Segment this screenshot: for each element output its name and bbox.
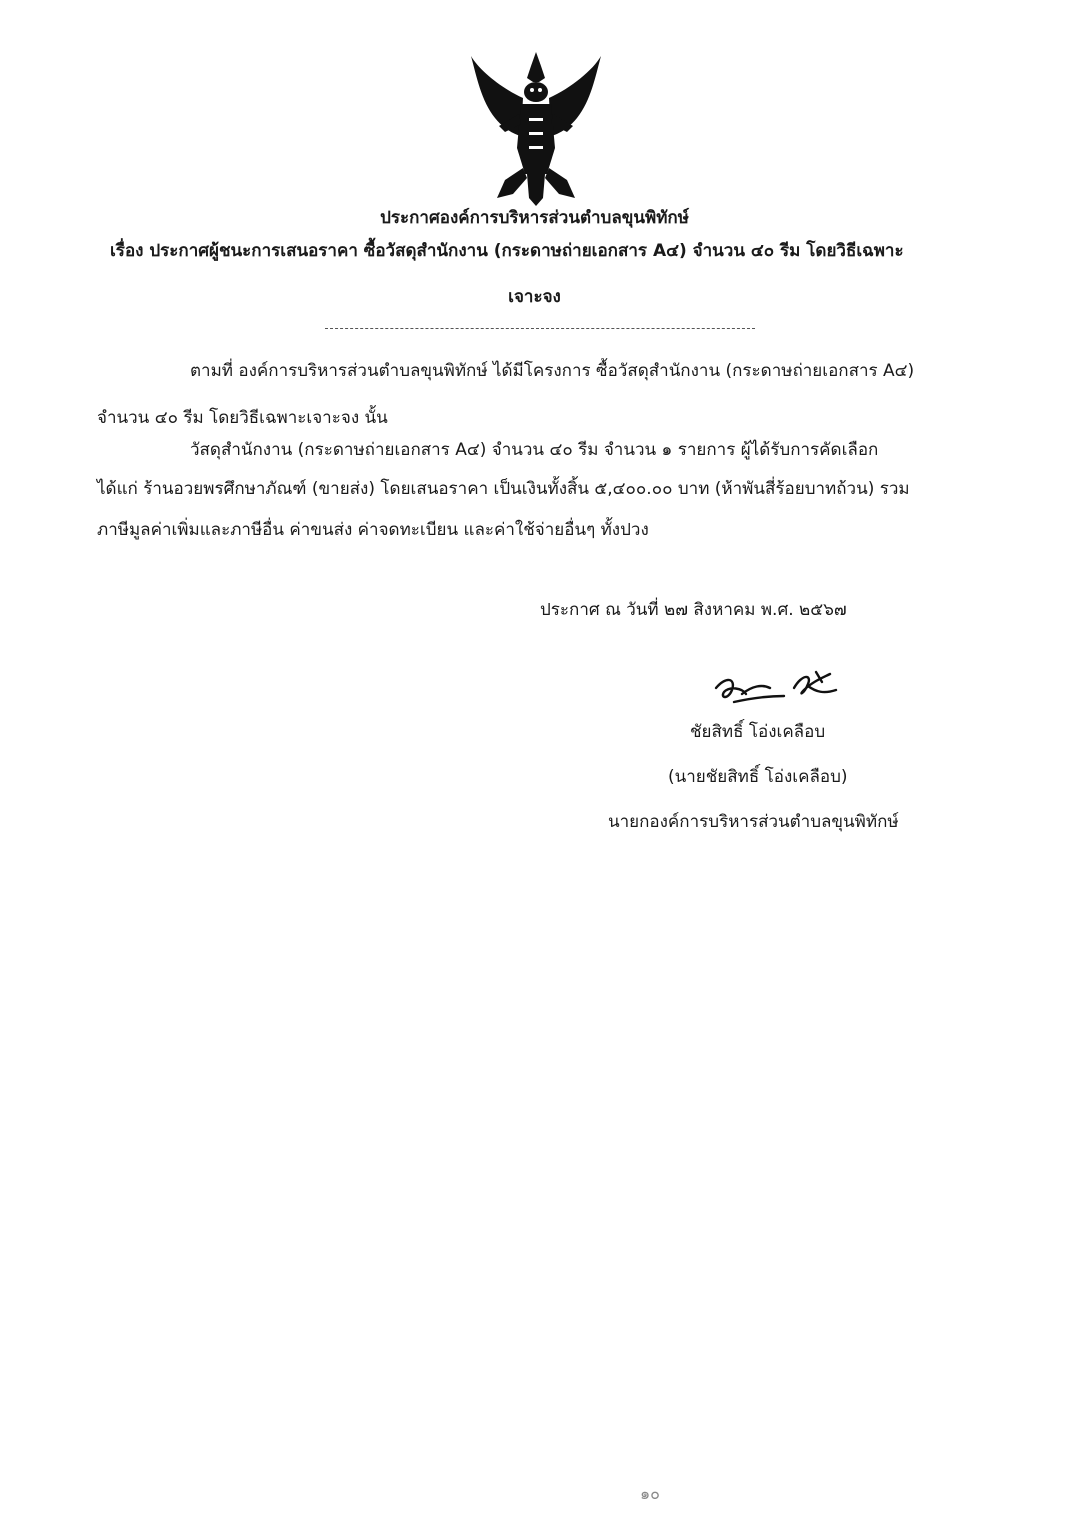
paragraph-1-line-2: จำนวน ๔๐ รีม โดยวิธีเฉพาะเจาะจง นั้น [97,408,388,428]
paragraph-2-line-3: ภาษีมูลค่าเพิ่มและภาษีอื่น ค่าขนส่ง ค่าจดทะเบียน และค่าใช้จ่ายอื่นๆ ทั้งปวง [97,520,649,540]
subject-line-2: เจาะจง [508,287,561,307]
paragraph-2-line-2: ได้แก่ ร้านอวยพรศึกษาภัณฑ์ (ขายส่ง) โดยเสนอราคา เป็นเงินทั้งสิ้น ๕,๔๐๐.๐๐ บาท (ห้าพันสี่ร้อยบาทถ้วน) รวม [97,479,910,499]
signer-name-parenthesized: (นายชัยสิทธิ์ โอ่งเคลือบ) [668,767,848,787]
announcement-date: ประกาศ ณ วันที่ ๒๗ สิงหาคม พ.ศ. ๒๕๖๗ [540,600,847,620]
paragraph-2-line-1: วัสดุสำนักงาน (กระดาษถ่ายเอกสาร A๔) จำนวน ๔๐ รีม จำนวน ๑ รายการ ผู้ได้รับการคัดเลือก [190,440,879,460]
page-footnote: ๑๐ [640,1484,660,1503]
paragraph-1-line-1: ตามที่ องค์การบริหารส่วนตำบลขุนพิทักษ์ ได้มีโครงการ ซื้อวัสดุสำนักงาน (กระดาษถ่ายเอกสาร A๔) [190,361,915,381]
org-title: ประกาศองค์การบริหารส่วนตำบลขุนพิทักษ์ [380,208,689,228]
divider [325,328,755,329]
signer-name: ชัยสิทธิ์ โอ่งเคลือบ [690,722,826,742]
signer-position: นายกองค์การบริหารส่วนตำบลขุนพิทักษ์ [608,812,899,832]
subject-line-1: เรื่อง ประกาศผู้ชนะการเสนอราคา ซื้อวัสดุสำนักงาน (กระดาษถ่ายเอกสาร A๔) จำนวน ๔๐ รีม โดยวิธีเฉพาะ [110,241,904,261]
signature-icon [712,668,842,710]
garuda-emblem-icon [461,48,611,206]
